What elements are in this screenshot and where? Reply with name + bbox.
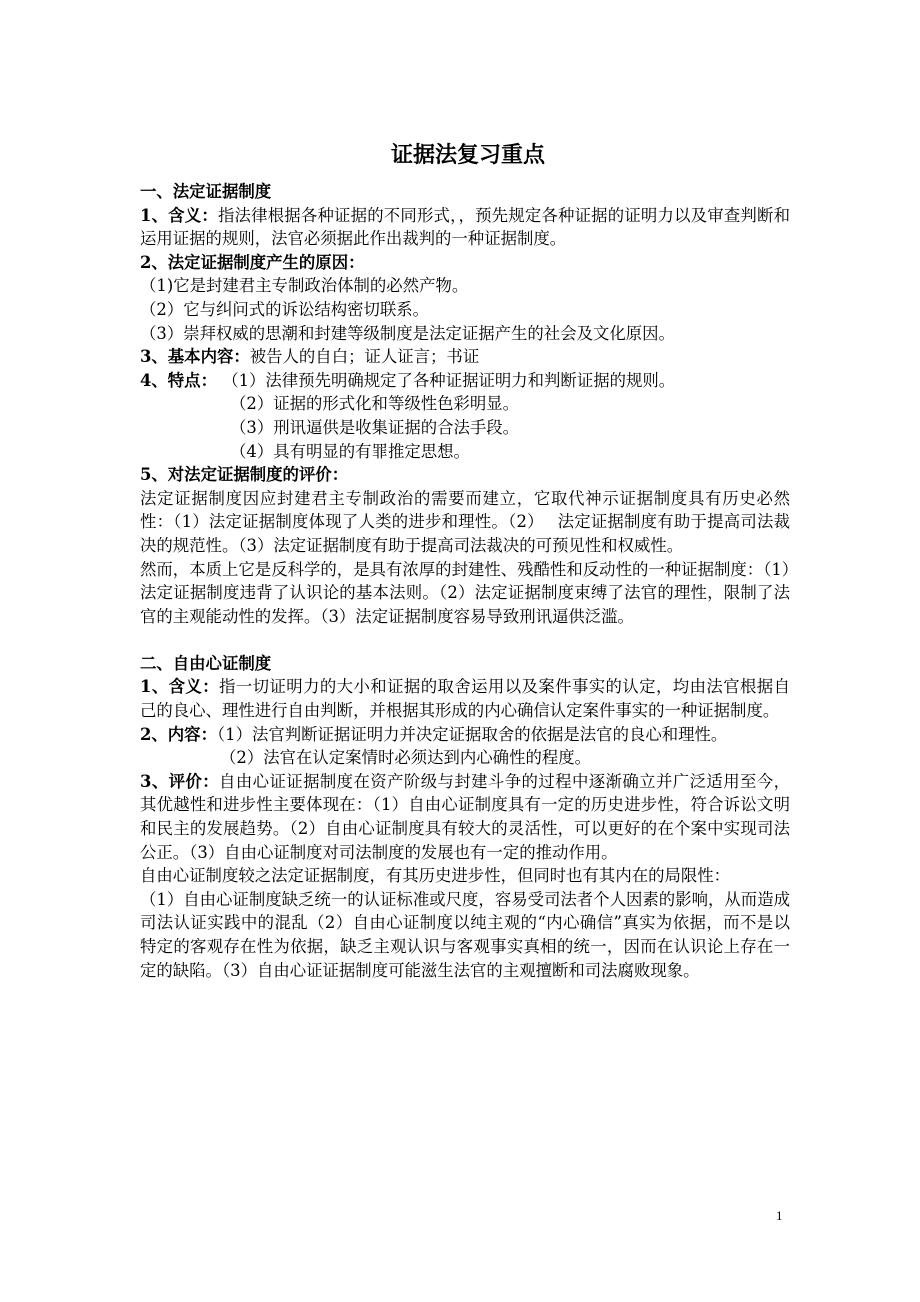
document-body (140, 138, 790, 982)
page-title: 证据法复习重点 (390, 142, 545, 168)
s1-reason-1: （1)它是封建君主专制政治体制的必然产物。 (140, 276, 469, 296)
s1-content-text: 被告人的自白；证人证言；书证 (249, 347, 480, 367)
s1-eval-paragraph-1: 法定证据制度因应封建君主专制政治的需要而建立，它取代神示证据制度具有历史必然性：（1）法定证据制度体现了人类的进步和理性。（2） 法定证据制度有助于提高司法裁决的规范性。（3）法定证据制度有助于提高司法裁决的可预见性和权威性。 (140, 488, 790, 555)
s1-definition-label: 1、含义： (140, 205, 218, 225)
s1-reason-heading: 2、法定证据制度产生的原因： (140, 252, 365, 272)
s1-definition-text: 指法律根据各种证据的不同形式，，预先规定各种证据的证明力以及审查判断和运用证据的规则，法官必须据此作出裁判的一种证据制度。 (140, 205, 790, 249)
s2-content-item-2: （2）法官在认定案情时必须达到内心确性的程度。 (220, 748, 592, 768)
section-heading-2: 二、自由心证制度 (140, 653, 272, 673)
s1-reason-3: （3）崇拜权威的思潮和封建等级制度是法定证据产生的社会及文化原因。 (140, 323, 675, 343)
s2-definition-label: 1、含义： (140, 677, 220, 697)
s1-eval-paragraph-2: 然而，本质上它是反科学的，是具有浓厚的封建性、残酷性和反动性的一种证据制度：（1）法定证据制度违背了认识论的基本法则。（2）法定证据制度束缚了法官的理性，限制了法官的主观能动性的发挥。（3）法定证据制度容易导致刑讯逼供泛滥。 (140, 559, 790, 626)
s2-definition-text: 指一切证明力的大小和证据的取舍运用以及案件事实的认定，均由法官根据自己的良心、理性进行自由判断，并根据其形成的内心确信认定案件事实的一种证据制度。 (140, 677, 791, 721)
s2-eval-text: 自由心证证据制度在资产阶级与封建斗争的过程中逐渐确立并广泛适用至今，其优越性和进步性主要体现在：（1）自由心证制度具有一定的历史进步性，符合诉讼文明和民主的发展趋势。（2）自由心证制度具有较大的灵活性，可以更好的在个案中实现司法公正。（3）自由心证制度对司法制度的发展也有一定的推动作用。 (140, 771, 791, 862)
s1-definition (140, 204, 790, 251)
s1-feature-1 (140, 369, 790, 393)
s2-content-label: 2、内容： (140, 724, 217, 744)
s2-eval-label: 3、评价： (140, 771, 220, 791)
spacer (140, 628, 790, 652)
s2-eval (140, 770, 790, 864)
s1-feature-1-text: （1）法律预先明确规定了各种证据证明力和判断证据的规则。 (222, 370, 676, 390)
s1-feature-3: （3）刑讯逼供是收集证据的合法手段。 (230, 417, 520, 437)
s1-reason-2: （2）它与纠问式的诉讼结构密切联系。 (140, 299, 430, 319)
s2-content (140, 723, 790, 747)
s1-feature-4: （4）具有明显的有罪推定思想。 (230, 441, 470, 461)
s1-feature-2: （2）证据的形式化和等级性色彩明显。 (230, 394, 520, 414)
s1-content-label: 3、基本内容： (140, 347, 250, 367)
s2-eval-paragraph-2: 自由心证制度较之法定证据制度，有其历史进步性，但同时也有其内在的局限性： (140, 866, 731, 886)
s1-feature-label: 4、特点： (140, 370, 217, 390)
s2-definition (140, 675, 790, 722)
page-number: 1 (776, 1208, 783, 1223)
s2-eval-paragraph-3: （1）自由心证制度缺乏统一的认证标准或尺度，容易受司法者个人因素的影响，从而造成司法认证实践中的混乱（2）自由心证制度以纯主观的“内心确信”真实为依据，而不是以特定的客观存在性为依据，缺乏主观认识与客观事实真相的统一，因而在认识论上存在一定的缺陷。（3）自由心证证据制度可能滋生法官的主观擅断和司法腐败现象。 (140, 889, 790, 980)
s1-content (140, 345, 790, 369)
s2-content-item-1: （1）法官判断证据证明力并决定证据取舍的依据是法官的良心和理性。 (216, 724, 728, 744)
section-heading-1: 一、法定证据制度 (140, 182, 272, 201)
s1-eval-heading: 5、对法定证据制度的评价： (140, 465, 349, 485)
